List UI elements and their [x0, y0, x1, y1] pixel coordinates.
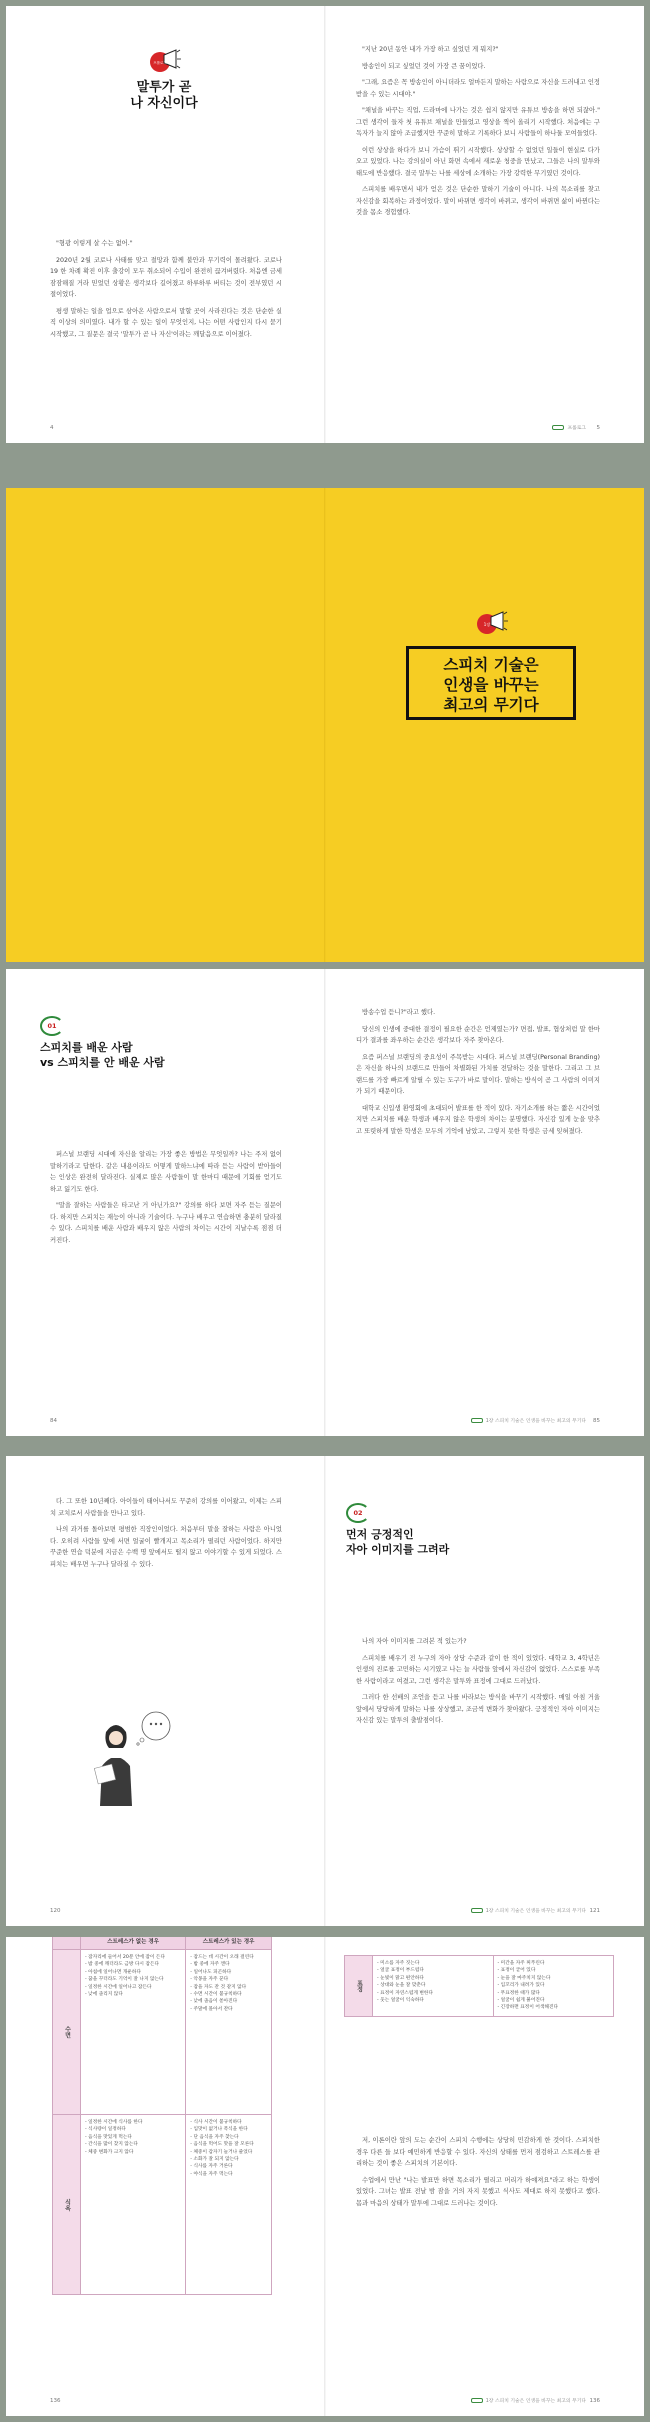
- chapter-label: 1장: [483, 622, 491, 627]
- book-logo-icon: [471, 2398, 483, 2403]
- prologue-left-text: [50, 238, 282, 345]
- bullet: - 눈빛이 맑고 편안하다: [377, 1975, 424, 1981]
- stress-right-text: [356, 2135, 600, 2214]
- bullet: - 식사를 자주 거른다: [190, 2164, 233, 2170]
- spread-section-02: [6, 1456, 644, 1926]
- row-label-appetite: [53, 2115, 81, 2295]
- page-number: 4: [50, 425, 54, 431]
- bullet: - 무표정한 때가 많다: [497, 1990, 540, 1996]
- paragraph: 저, 이론이란 앞의 도는 순간이 스피치 수행에는 상당히 민감하게 한 것이다. 스피치한 경우 다른 들 보다 예민하게 반응할 수 있다. 자신의 상태를 먼저 점검하고 스트레스를 관리하는 것이 좋은 스피치의 기본이다.: [356, 2137, 600, 2167]
- expression-table: [344, 1955, 614, 2017]
- bullet: - 야식을 자주 먹는다: [190, 2171, 233, 2177]
- page-number: 120: [50, 1908, 61, 1914]
- chapter-title-line-1: 스피치 기술은: [443, 656, 539, 674]
- bullet: - 낮에 졸리지 않다: [85, 1992, 123, 1998]
- bullet: - 밤 중에 깨더라도 금방 다시 잠든다: [85, 1962, 160, 1968]
- book-logo-icon: [471, 1418, 483, 1423]
- section-title-line-2: 자아 이미지를 그려라: [346, 1543, 450, 1556]
- megaphone-icon: [146, 46, 182, 76]
- stress-comparison-table: [52, 1937, 272, 2295]
- bullet: - 악몽을 자주 꾼다: [190, 1977, 229, 1983]
- page-number: 84: [50, 1418, 57, 1424]
- table-header-blank: [53, 1937, 81, 1950]
- page-4: [6, 6, 324, 443]
- running-header-text: 1장 스피치 기술은 인생을 바꾸는 최고의 무기다: [485, 1419, 586, 1424]
- page-number: 85: [593, 1418, 600, 1424]
- paragraph: 퍼스널 브랜딩 시대에 자신을 알리는 가장 좋은 방법은 무엇일까? 나는 주저 없이 말하기라고 답한다. 같은 내용이라도 어떻게 말하느냐에 따라 듣는 사람이 받아들이는 인상은 완전히 달라진다. 실제로 많은 사람들이 말 한마디 때문에 기회를 얻기도 하고 잃기도 한다.: [50, 1151, 282, 1193]
- table-cell: [186, 2115, 272, 2295]
- bullet: - 체중이 갑자기 늘거나 줄었다: [190, 2149, 253, 2155]
- megaphone-icon: [473, 608, 509, 638]
- woman-presenter-illustration: [76, 1706, 186, 1816]
- table-cell: [81, 2115, 186, 2295]
- bullet: - 눈을 잘 마주치지 않는다: [497, 1975, 551, 1981]
- table-row-appetite: [53, 2115, 272, 2295]
- running-header-text: 프롤로그: [567, 426, 586, 431]
- section-01-left-text: [50, 1149, 282, 1251]
- spread-prologue: [6, 6, 644, 443]
- paragraph: 2020년 2월 코로나 사태를 맞고 절망과 함께 불안과 무기력이 몰려왔다. 코로나19 한 차례 확진 이후 출강이 모두 취소되어 수입이 완전히 끊겨버렸다. 처음엔 금세 잠잠해질 거라 믿었던 상황은 생각보다 길어졌고 하루하루 버티는 것이 전부였던 시절이었다.: [50, 256, 282, 298]
- paragraph: 방송수업 듣니?"라고 했다.: [362, 1009, 436, 1016]
- book-logo-icon: [471, 1908, 483, 1913]
- section-02-right-text: [356, 1636, 600, 1732]
- prologue-right-text: [356, 44, 600, 224]
- section-02-left-text: [50, 1496, 282, 1575]
- paragraph: 요즘 퍼스널 브랜딩의 중요성이 주목받는 시대다. 퍼스널 브랜딩(Personal Branding)은 자신을 하나의 브랜드로 만들어 차별화된 가치를 전달하는 것을 말한다. 그리고 그 브랜드를 가장 빠르게 알릴 수 있는 도구가 바로 말이다. 말하는 방식이 곧 그 사람의 이미지가 되기 때문이다.: [356, 1053, 600, 1095]
- section-number-badge: 01: [40, 1016, 64, 1036]
- bullet: - 꿈을 꾸더라도 기억이 잘 나지 않는다: [85, 1977, 164, 1983]
- paragraph: "채널을 바꾸는 직업, 드라마에 나가는 것은 쉽지 않지만 유튜브 방송을 하면 되잖아." 그런 생각이 들자 첫 유튜브 채널을 만들었고 영상을 찍어 올리기 시작했다. 처음에는 구독자가 늘지 않아 조급했지만 꾸준히 말하고 기록하다 보니 사람들이 하나둘 모여들었다.: [356, 107, 600, 137]
- bullet: - 웃는 얼굴이 익숙하다: [377, 1998, 424, 2004]
- table-cell: [81, 1950, 186, 2115]
- bullet: - 단 음식을 자주 찾는다: [190, 2134, 239, 2140]
- table-row-sleep: [53, 1950, 272, 2115]
- table-cell: [493, 1956, 614, 2016]
- paragraph: 이런 상상을 하다가 보니 가슴이 뛰기 시작했다. 상상할 수 없었던 일들이 현실로 다가오고 있었다. 나는 강의실이 아닌 화면 속에서 새로운 청중을 만났고, 그들은 나의 말투와 태도에 반응했다. 결국 말투는 나를 세상에 소개하는 가장 강력한 무기였던 것이다.: [356, 146, 600, 177]
- paragraph: 당신의 인생에 중대한 결정이 필요한 순간은 언제였는가? 면접, 발표, 협상처럼 말 한마디가 결과를 좌우하는 순간은 생각보다 자주 찾아온다.: [356, 1025, 600, 1044]
- bullet: - 주말에 몰아서 잔다: [190, 2006, 233, 2012]
- row-label-text: 표정: [355, 1979, 363, 1992]
- bullet: - 얼굴이 쉽게 붉어진다: [497, 1998, 545, 2004]
- running-header: [471, 2397, 586, 2404]
- spread-gutter: [324, 488, 326, 962]
- bullet: - 표정이 굳어 있다: [497, 1968, 536, 1974]
- spread-stress-table: [6, 1937, 644, 2416]
- prologue-badge-text: 프롤로그: [153, 61, 167, 65]
- bullet: - 밤 중에 자주 깬다: [190, 1962, 230, 1968]
- chapter-title-line-2: 인생을 바꾸는: [443, 676, 539, 694]
- running-header: [471, 1907, 586, 1914]
- bullet: - 일정한 시간에 식사를 한다: [85, 2120, 143, 2125]
- chapter-title-line-3: 최고의 무기다: [443, 696, 539, 714]
- page-85: [326, 969, 644, 1436]
- page-84: [6, 969, 324, 1436]
- bullet: - 긴장하면 표정이 어색해진다: [497, 2005, 558, 2011]
- section-title-line-2: vs 스피치를 안 배운 사람: [40, 1056, 165, 1069]
- row-label-sleep: [53, 1950, 81, 2115]
- bullet: - 낮에 졸음이 쏟아진다: [190, 1999, 238, 2005]
- table-cell: [186, 1950, 272, 2115]
- bullet: - 입맛이 없거나 폭식을 한다: [190, 2127, 248, 2133]
- row-label-expression: [345, 1956, 373, 2016]
- bullet: - 입꼬리가 내려가 있다: [497, 1983, 545, 1989]
- paragraph: 방송인이 되고 싶었던 것이 가장 큰 꿈이었다.: [362, 62, 486, 70]
- section-title-line-1: 스피치를 배운 사람: [40, 1041, 133, 1054]
- prologue-title: [129, 80, 199, 112]
- running-header-text: 1장 스피치 기술은 인생을 바꾸는 최고의 무기다: [485, 2399, 586, 2404]
- bullet: - 식사 시간이 불규칙하다: [190, 2120, 242, 2125]
- paragraph: 대학교 신입생 환영회에 초대되어 발표를 한 적이 있다. 자기소개를 하는 짧은 시간이었지만 스피치를 배운 학생과 배우지 않은 학생의 차이는 분명했다. 자신감 있게 눈을 맞추고 또렷하게 말한 학생은 모두의 기억에 남았고, 그렇지 못한 학생은 금세 잊혀졌다.: [356, 1104, 600, 1135]
- bullet: - 잠드는 데 시간이 오래 걸린다: [190, 1955, 254, 1960]
- page-5: [326, 6, 644, 443]
- page-number: 136: [50, 2398, 61, 2404]
- page-137: [326, 1937, 644, 2416]
- paragraph: 나의 자아 이미지를 그려본 적 있는가?: [362, 1638, 467, 1645]
- paragraph: "말을 잘하는 사람들은 타고난 거 아닌가요?" 강의를 하다 보면 자주 듣는 질문이다. 하지만 스피치는 재능이 아니라 기술이다. 누구나 배우고 연습하면 충분히 달라질 수 있다. 스피치를 배운 사람과 배우지 않은 사람의 차이는 시간이 지날수록 점점 더 커진다.: [50, 1202, 282, 1244]
- chapter-title-box: [406, 646, 576, 720]
- bullet: - 잠자리에 들어서 20분 안에 잠이 든다: [85, 1955, 165, 1960]
- table-cell: [373, 1956, 493, 2016]
- row-label-text: 수면: [63, 2026, 71, 2038]
- prologue-heading-block: [129, 46, 199, 112]
- bullet: - 표정이 자연스럽게 변한다: [377, 1990, 433, 1996]
- bullet: - 음식을 먹어도 맛을 잘 모른다: [190, 2142, 254, 2148]
- paragraph: "그래, 요즘은 꼭 방송인이 아니더라도 얼마든지 말하는 사람으로 자신을 드러내고 인정받을 수 있는 시대야.": [356, 79, 600, 98]
- running-header: [552, 424, 586, 431]
- bullet: - 식사량이 일정하다: [85, 2127, 126, 2133]
- section-01-heading: [40, 1013, 165, 1070]
- paragraph: 다. 그 또한 10년째다. 아이들이 태어나서도 꾸준히 강의를 이어왔고, 이제는 스피치 코치로서 사람들을 만나고 있다.: [50, 1498, 282, 1517]
- row-label-text: 식욕: [63, 2198, 71, 2211]
- bullet: - 일어나도 피곤하다: [190, 1969, 232, 1975]
- prologue-title-line-2: 나 자신이다: [130, 96, 198, 111]
- bullet: - 미소를 자주 짓는다: [377, 1961, 420, 1966]
- section-title-line-1: 먼저 긍정적인: [346, 1528, 414, 1541]
- bullet: - 잠을 자도 잔 것 같지 않다: [190, 1984, 247, 1990]
- page-120: [6, 1456, 324, 1926]
- paragraph: 평생 말하는 일을 업으로 삼아온 사람으로서 말할 곳이 사라진다는 것은 단순한 실직 이상의 의미였다. 내가 할 수 있는 일이 무엇인지, 나는 어떤 사람인지 다시 묻기 시작했고, 그 질문은 결국 '말투가 곧 나 자신'이라는 깨달음으로 이어졌다.: [50, 307, 282, 338]
- bullet: - 간식을 많이 찾지 않는다: [85, 2142, 138, 2148]
- section-number-badge: 02: [346, 1503, 370, 1523]
- paragraph: 스피치를 배우기 전 누구의 자아 상당 수준과 같이 한 적이 있었다. 대학교 3, 4학년은 인생의 진로를 고민하는 시기였고 나는 늘 사람들 앞에서 자신감이 없었다. 스스로를 부족한 사람이라고 여겼고, 그런 생각은 말투와 표정에 그대로 드러났다.: [356, 1654, 600, 1685]
- bullet: - 체중 변화가 크지 않다: [85, 2149, 134, 2155]
- running-header: [471, 1417, 586, 1424]
- spread-section-01: [6, 969, 644, 1436]
- section-01-right-text: [356, 1007, 600, 1142]
- bullet: - 일정한 시간에 일어나고 잠든다: [85, 1984, 152, 1990]
- paragraph: 수업에서 만난 "나는 발표만 하면 목소리가 떨리고 머리가 하얘져요"라고 하는 학생이 있었다. 그녀는 발표 전날 밤 잠을 거의 자지 못했고 식사도 제대로 하지 못했다고 했다. 몸과 마음의 상태가 말투에 그대로 드러나는 것이다.: [356, 2176, 600, 2207]
- section-02-heading: [346, 1500, 449, 1557]
- bullet: - 미간을 자주 찌푸린다: [497, 1961, 545, 1966]
- bullet: - 소화가 잘 되지 않는다: [190, 2157, 239, 2163]
- table-header-stress: 스트레스가 있는 경우: [186, 1937, 272, 1950]
- paragraph: "형광 이렇게 살 수는 없어.": [56, 240, 133, 247]
- page-number: 136: [589, 2398, 600, 2404]
- prologue-title-line-1: 말투가 곧: [136, 80, 192, 95]
- paragraph: "지난 20년 동안 내가 가장 하고 싶었던 게 뭐지?": [362, 46, 499, 53]
- paragraph: 스피치를 배우면서 내가 얻은 것은 단순한 말하기 기술이 아니다. 나의 목소리를 찾고 자신감을 회복하는 과정이었다. 말이 바뀌면 생각이 바뀌고, 생각이 바뀌면 삶이 바뀐다는 것을 몸소 경험했다.: [356, 186, 600, 216]
- bullet: - 얼굴 표정이 부드럽다: [377, 1968, 424, 1974]
- page-number: 121: [589, 1908, 600, 1914]
- bullet: - 아침에 일어나면 개운하다: [85, 1969, 141, 1975]
- bullet: - 음식을 맛있게 먹는다: [85, 2134, 132, 2140]
- spread-chapter-1: [6, 488, 644, 962]
- paragraph: 나의 과거를 돌아보면 평범한 직장인이었다. 처음부터 말을 잘하는 사람은 아니었다. 오히려 사람들 앞에 서면 얼굴이 빨개지고 목소리가 떨리던 사람이었다. 하지만 꾸준한 연습 덕분에 지금은 수백 명 앞에서도 떨지 않고 이야기할 수 있게 되었다. 스피치는 배우면 누구나 달라질 수 있다.: [50, 1526, 282, 1568]
- paragraph: 그러다 한 선배의 조언을 듣고 나를 바라보는 방식을 바꾸기 시작했다. 매일 아침 거울 앞에서 당당하게 말하는 나를 상상했고, 조금씩 변화가 찾아왔다. 긍정적인 자아 이미지는 자신감 있는 말투의 출발점이다.: [356, 1694, 600, 1724]
- page-number: 5: [596, 425, 600, 431]
- bullet: - 수면 시간이 불규칙하다: [190, 1992, 242, 1998]
- book-logo-icon: [552, 425, 564, 430]
- bullet: - 상대와 눈을 잘 맞춘다: [377, 1983, 426, 1989]
- running-header-text: 1장 스피치 기술은 인생을 바꾸는 최고의 무기다: [485, 1909, 586, 1914]
- page-121: [326, 1456, 644, 1926]
- page-136: [6, 1937, 324, 2416]
- table-header-no-stress: 스트레스가 없는 경우: [81, 1937, 186, 1950]
